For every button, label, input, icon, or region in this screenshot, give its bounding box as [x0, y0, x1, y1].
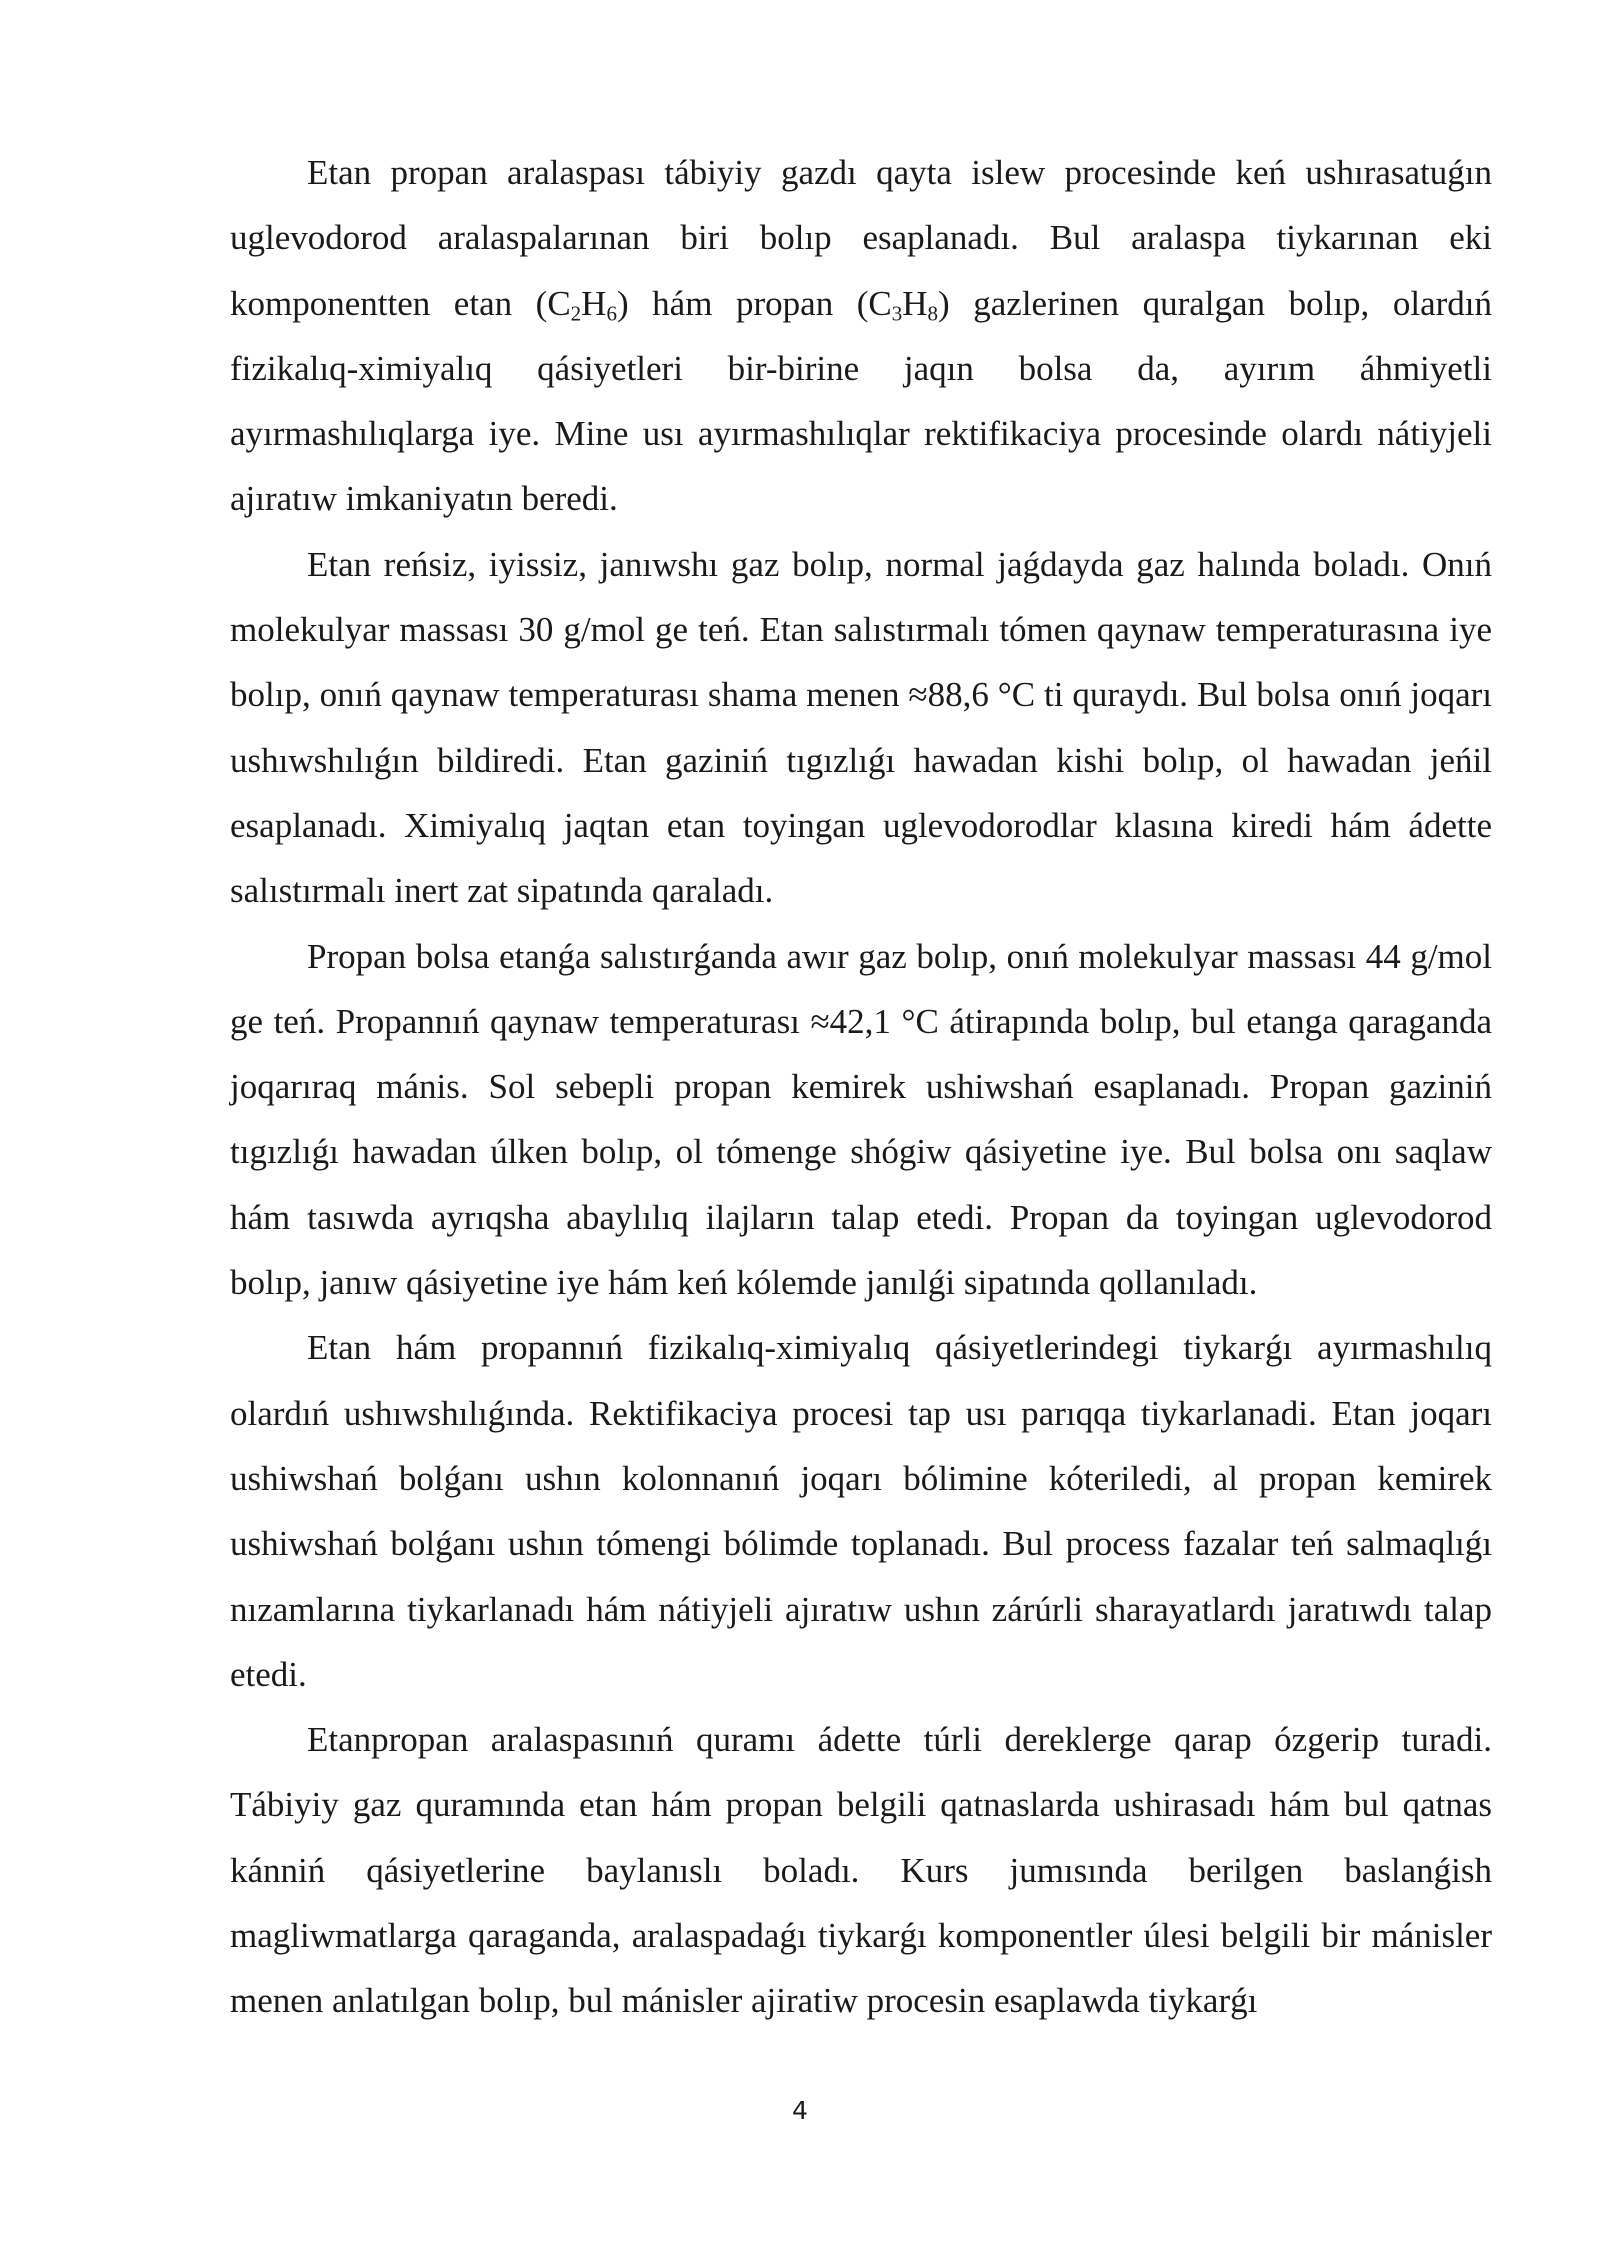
paragraph-1-text-b: H	[581, 283, 607, 323]
page-number: 4	[792, 2096, 808, 2125]
paragraph-5: Etanpropan aralaspasınıń quramı ádette túrli dereklerge qarap ózgerip turadi. Tábiyiy gaz quramında etan hám propan belgili qatnaslarda ushirasadı hám bul qatnas kánniń qásiyetlerine baylanıslı boladı. Kurs jumısında berilgen baslanǵish magliwmatlarga qaraganda, aralaspadaǵı tiykarǵı komponentler úlesi belgili bir mánisler menen anlatılgan bolıp, bul mánisler ajiratiw procesin esaplawda tiykarǵı	[230, 1720, 1492, 2021]
subscript-c2: 2	[570, 300, 582, 325]
paragraph-1-text-e: ) gazlerinen quralgan bolıp, olardıń fizikalıq-ximiyalıq qásiyetleri bir-birine jaqın bolsa da, ayırım áhmiyetli ayırmashılıqlarga iye. Mine usı ayırmashılıqlar rektifikaciya procesinde olardı nátiyjeli ajıratıw imkaniyatın beredi.	[230, 283, 1492, 519]
paragraph-3: Propan bolsa etanǵa salıstırǵanda awır gaz bolıp, onıń molekulyar massası 44 g/mol ge teń. Propannıń qaynaw temperaturası ≈42,1 °C átirapında bolıp, bul etanga qaraganda joqarıraq mánis. Sol sebepli propan kemirek ushiwshań esaplanadı. Propan gaziniń tıgızlıǵı hawadan úlken bolıp, ol tómenge shógiw qásiyetine iye. Bul bolsa onı saqlaw hám tasıwda ayrıqsha abaylılıq ilajların talap etedi. Propan da toyingan uglevodorod bolıp, janıw qásiyetine iye hám keń kólemde janılǵi sipatında qollanıladı.	[230, 936, 1492, 1303]
paragraph-1-text-c: ) hám propan (C	[616, 283, 892, 323]
subscript-h6: 6	[606, 300, 617, 325]
paragraph-1-text-d: H	[902, 283, 928, 323]
document-body	[230, 140, 1492, 2034]
subscript-h8: 8	[927, 300, 939, 325]
paragraph-4: Etan hám propannıń fizikalıq-ximiyalıq qásiyetlerindegi tiykarǵı ayırmashılıq olardıń ushıwshılıǵında. Rektifikaciya procesi tap usı parıqqa tiykarlanadi. Etan joqarı ushiwshań bolǵanı ushın kolonnanıń joqarı bólimine kóteriledi, al propan kemirek ushiwshań bolǵanı ushın tómengi bólimde toplanadı. Bul process fazalar teń salmaqlıǵı nızamlarına tiykarlanadı hám nátiyjeli ajıratıw ushın zárúrli sharayatlardı jaratıwdı talap etedi.	[230, 1328, 1492, 1694]
subscript-c3: 3	[891, 300, 903, 325]
paragraph-1	[230, 140, 1492, 532]
paragraph-2: Etan reńsiz, iyissiz, janıwshı gaz bolıp, normal jaǵdayda gaz halında boladı. Onıń molekulyar massası 30 g/mol ge teń. Etan salıstırmalı tómen qaynaw temperaturasına iye bolıp, onıń qaynaw temperaturası shama menen ≈88,6 °C ti quraydı. Bul bolsa onıń joqarı ushıwshılıǵın bildiredi. Etan gaziniń tıgızlıǵı hawadan kishi bolıp, ol hawadan jeńil esaplanadı. Ximiyalıq jaqtan etan toyingan uglevodorodlar klasına kiredi hám ádette salıstırmalı inert zat sipatında qaraladı.	[230, 544, 1492, 911]
paragraph-1-text-a: Etan propan aralaspası tábiyiy gazdı qayta islew procesinde keń ushırasatuǵın uglevodorod aralaspalarınan biri bolıp esaplanadı. Bul aralaspa tiykarınan eki komponentten etan (C	[230, 153, 1492, 323]
